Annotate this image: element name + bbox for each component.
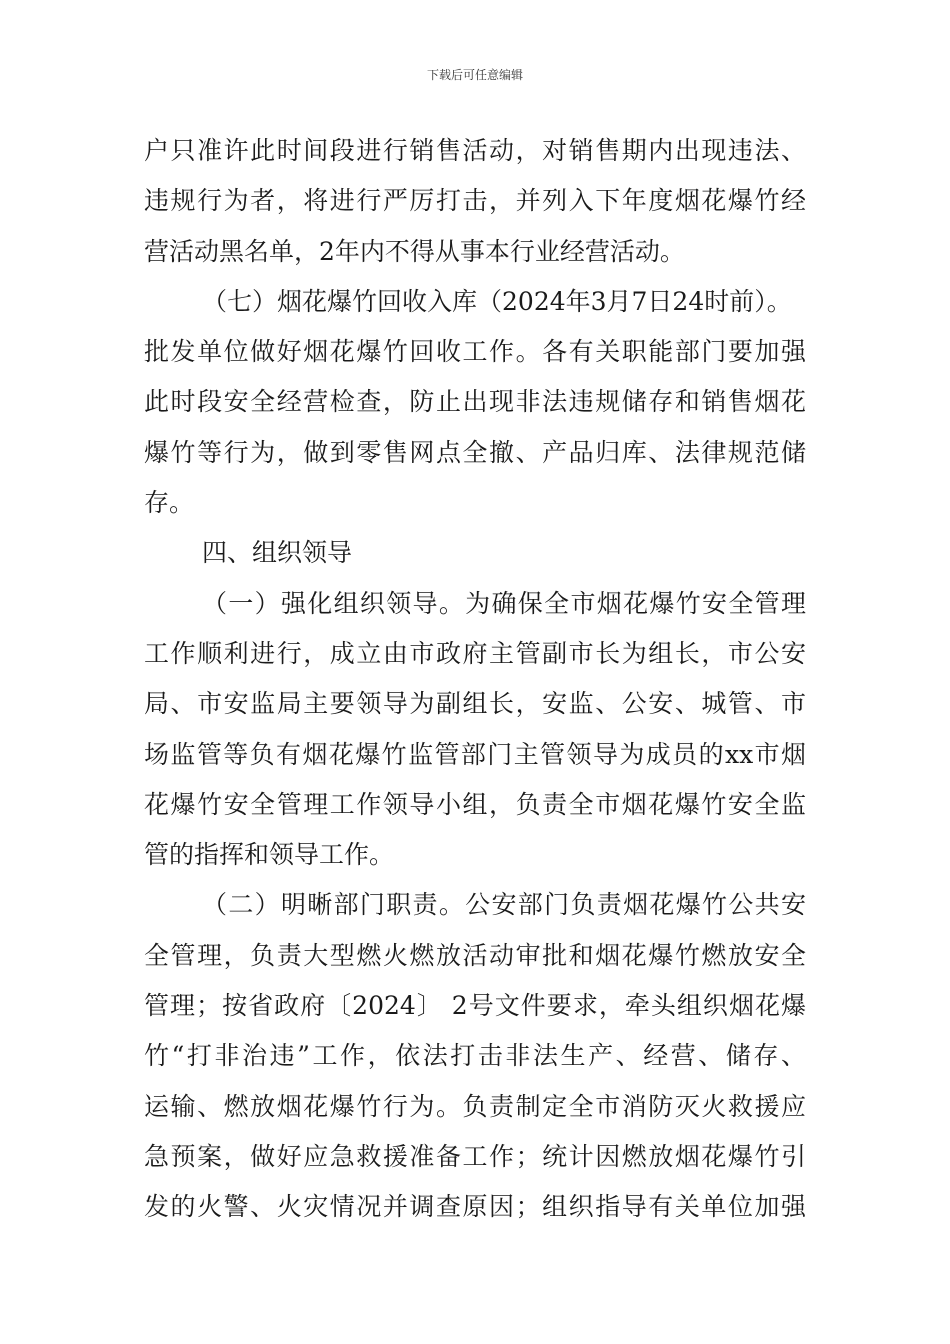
text-line: 场监管等负有烟花爆竹监管部门主管领导为成员的xx市烟 [144,739,806,769]
text-line: 花爆竹安全管理工作领导小组，负责全市烟花爆竹安全监 [144,789,806,819]
section-heading-line: （七）烟花爆竹回收入库（2024年3月7日24时前）。 [202,286,792,316]
document-body [144,126,806,1233]
text-line: 违规行为者，将进行严厉打击，并列入下年度烟花爆竹经 [144,186,806,216]
section-title: 四、组织领导 [202,538,353,568]
text-line: 局、市安监局主要领导为副组长，安监、公安、城管、市 [144,689,806,719]
text-line: 运输、燃放烟花爆竹行为。负责制定全市消防灭火救援应 [144,1091,806,1121]
text-line: 急预案，做好应急救援准备工作；统计因燃放烟花爆竹引 [144,1141,806,1171]
text-line: 批发单位做好烟花爆竹回收工作。各有关职能部门要加强 [144,337,806,367]
text-line: 营活动黑名单，2年内不得从事本行业经营活动。 [144,236,685,266]
section-heading-line: （二）明晰部门职责。公安部门负责烟花爆竹公共安 [202,890,806,920]
text-line: 存。 [144,488,195,518]
text-line: 发的火警、火灾情况并调查原因；组织指导有关单位加强 [144,1192,806,1222]
text-line: 爆竹等行为，做到零售网点全撤、产品归库、法律规范储 [144,437,806,467]
text-line: 此时段安全经营检查，防止出现非法违规储存和销售烟花 [144,387,806,417]
text-line: 管理；按省政府〔2024〕 2号文件要求，牵头组织烟花爆 [144,991,806,1021]
header-note: 下载后可任意编辑 [426,68,523,82]
text-line: 户只准许此时间段进行销售活动，对销售期内出现违法、 [144,136,806,165]
text-line: 全管理，负责大型燃火燃放活动审批和烟花爆竹燃放安全 [144,940,806,970]
text-line: 工作顺利进行，成立由市政府主管副市长为组长，市公安 [144,638,806,668]
section-heading-line: （一）强化组织领导。为确保全市烟花爆竹安全管理 [202,588,806,618]
text-line: 管的指挥和领导工作。 [144,840,395,870]
text-line: 竹“打非治违”工作，依法打击非法生产、经营、储存、 [144,1041,806,1071]
